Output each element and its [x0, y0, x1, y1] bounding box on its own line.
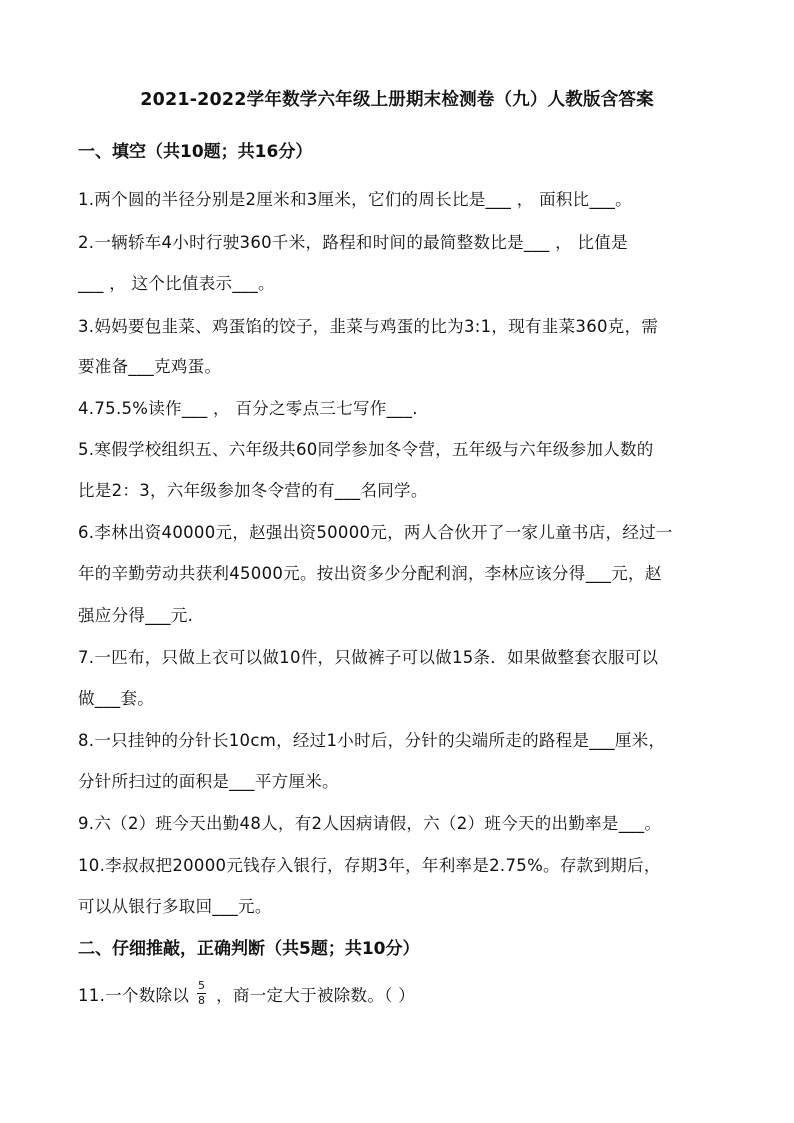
question-11: [78, 980, 726, 1007]
section-heading-judgement: 二、仔细推敲，正确判断（共5题；共10分）: [78, 939, 420, 959]
question-2-line-2: ___ ， 这个比值表示___。: [78, 274, 275, 293]
question-3-line-2: 要准备___克鸡蛋。: [78, 357, 222, 376]
question-2-line-1: 2.一辆轿车4小时行驶360千米，路程和时间的最简整数比是___ ， 比值是: [78, 233, 628, 252]
question-8-line-1: 8.一只挂钟的分针长10cm，经过1小时后，分针的尖端所走的路程是___厘米，: [78, 731, 666, 750]
fraction-numerator: 5: [197, 979, 206, 992]
question-6-line-3: 强应分得___元.: [78, 606, 194, 625]
question-10-line-2: 可以从银行多取回___元。: [78, 897, 272, 916]
question-5-line-1: 5.寒假学校组织五、六年级共60同学参加冬令营，五年级与六年级参加人数的: [78, 440, 654, 459]
question-7-line-2: 做___套。: [78, 689, 155, 708]
question-6-line-1: 6.李林出资40000元，赵强出资50000元，两人合伙开了一家儿童书店，经过一: [78, 523, 673, 542]
section-heading-fill-blank: 一、填空（共10题；共16分）: [78, 142, 313, 162]
question-7-line-1: 7.一匹布，只做上衣可以做10件，只做裤子可以做15条．如果做整套衣服可以: [78, 648, 659, 667]
page-title: 2021-2022学年数学六年级上册期末检测卷（九）人教版含答案: [140, 90, 654, 110]
question-3-line-1: 3.妈妈要包韭菜、鸡蛋馅的饺子，韭菜与鸡蛋的比为3:1，现有韭菜360克，需: [78, 317, 659, 336]
question-1: 1.两个圆的半径分别是2厘米和3厘米，它们的周长比是___ ， 面积比___。: [78, 190, 632, 209]
question-9: 9.六（2）班今天出勤48人，有2人因病请假，六（2）班今天的出勤率是___。: [78, 814, 662, 833]
question-8-line-2: 分针所扫过的面积是___平方厘米。: [78, 772, 339, 791]
fraction-denominator: 8: [197, 994, 206, 1007]
question-6-line-2: 年的辛勤劳动共获利45000元。按出资多少分配利润，李林应该分得___元，赵: [78, 564, 662, 583]
question-10-line-1: 10.李叔叔把20000元钱存入银行，存期3年，年利率是2.75%。存款到期后，: [78, 856, 661, 875]
fraction: [197, 980, 206, 1007]
question-11-suffix: ，商一定大于被除数。（ ）: [216, 985, 416, 1005]
question-11-prefix: 11.一个数除以: [78, 985, 190, 1005]
question-5-line-2: 比是2：3，六年级参加冬令营的有___名同学。: [78, 481, 428, 500]
question-4: 4.75.5%读作___ ， 百分之零点三七写作___.: [78, 399, 418, 418]
